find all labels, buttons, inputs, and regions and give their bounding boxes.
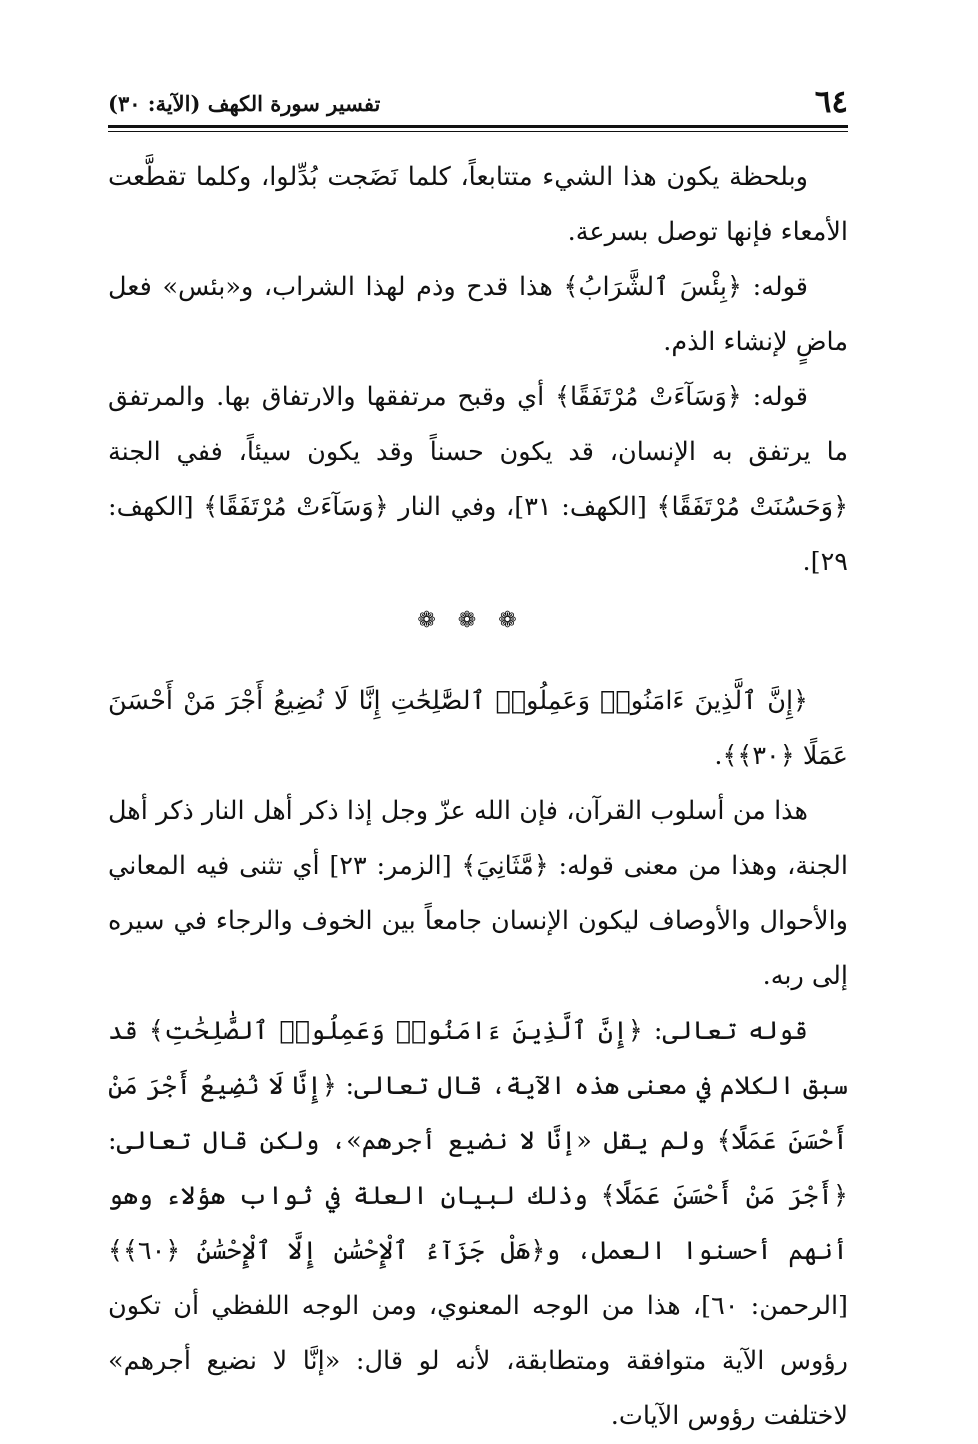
- flower-ornament-icon: ❁: [457, 608, 499, 633]
- page-content: [108, 150, 849, 1431]
- header-rule-thick: [108, 125, 848, 128]
- paragraph-2: قوله: ﴿بِئْسَ ٱلشَّرَابُ﴾ هذا قدح وذم لهذا الشراب، و«بئس» فعل ماضٍ لإنشاء الذم.: [108, 272, 848, 357]
- flower-ornament-icon: ❁: [498, 608, 539, 633]
- header-rule-thin: [108, 131, 848, 132]
- paragraph-3: قوله: ﴿وَسَآءَتْ مُرْتَفَقًا﴾ أي وقبح مرتفقها والارتفاق بها. والمرتفق ما يرتفق به الإنسان، قد يكون حسناً وقد يكون سيئاً، ففي الجنة ﴿وَحَسُنَتْ مُرْتَفَقًا﴾ [الكهف: ٣١]، وفي النار ﴿وَسَآءَتْ مُرْتَفَقًا﴾ [الكهف: ٢٩].: [108, 382, 849, 577]
- paragraph-5: هذا من أسلوب القرآن، فإن الله عزّ وجل إذا ذكر أهل النار ذكر أهل الجنة، وهذا من معنى قوله: ﴿مَّثَانِيَ﴾ [الزمر: ٢٣] أي تثنى فيه المعاني والأحوال والأوصاف ليكون الإنسان جامعاً بين الخوف والرجاء في سيره إلى ربه.: [108, 796, 848, 991]
- paragraph-6: قوله تعالى: ﴿إِنَّ ٱلَّذِينَ ءَامَنُوا۟ وَعَمِلُوا۟ ٱلصَّٰلِحَٰتِ﴾ قد سبق الكلام في معنى هذه الآية، قال تعالى: ﴿إِنَّا لَا نُضِيعُ أَجْرَ مَنْ أَحْسَنَ عَمَلًا﴾ ولم يقل «إنَّا لا نضيع أجرهم»، ولكن قال تعالى: ﴿أَجْرَ مَنْ أَحْسَنَ عَمَلًا﴾ وذلك لبيان العلة في ثواب هؤلاء وهو أنهم أحسنوا العمل، و﴿هَلْ جَزَآءُ ٱلْإِحْسَٰنِ إِلَّا ٱلْإِحْسَٰنُ ﴿٦٠﴾﴾ [الرحمن: ٦٠]، هذا من الوجه المعنوي، ومن الوجه اللفظي أن تكون رؤوس الآية متوافقة ومتطابقة، لأنه لو قال: «إنَّا لا نضيع أجرهم» لاختلفت رؤوس الآيات.: [108, 1016, 849, 1431]
- flower-ornament-icon: ❁: [417, 608, 458, 633]
- page-header: [108, 84, 848, 124]
- running-head: تفسير سورة الكهف (الآية: ٣٠): [108, 91, 381, 116]
- verse-paragraph: ﴿إِنَّ ٱلَّذِينَ ءَامَنُوا۟ وَعَمِلُوا۟ ٱلصَّٰلِحَٰتِ إِنَّا لَا نُضِيعُ أَجْرَ مَنْ أَحْسَنَ عَمَلًا ﴿٣٠﴾﴾.: [108, 686, 848, 771]
- page-number: ٦٤: [814, 84, 848, 120]
- section-separator: [108, 590, 848, 652]
- paragraph-1: وبلحظة يكون هذا الشيء متتابعاً، كلما نَضَجت بُدِّلوا، وكلما تقطَّعت الأمعاء فإنها توصل بسرعة.: [108, 162, 848, 247]
